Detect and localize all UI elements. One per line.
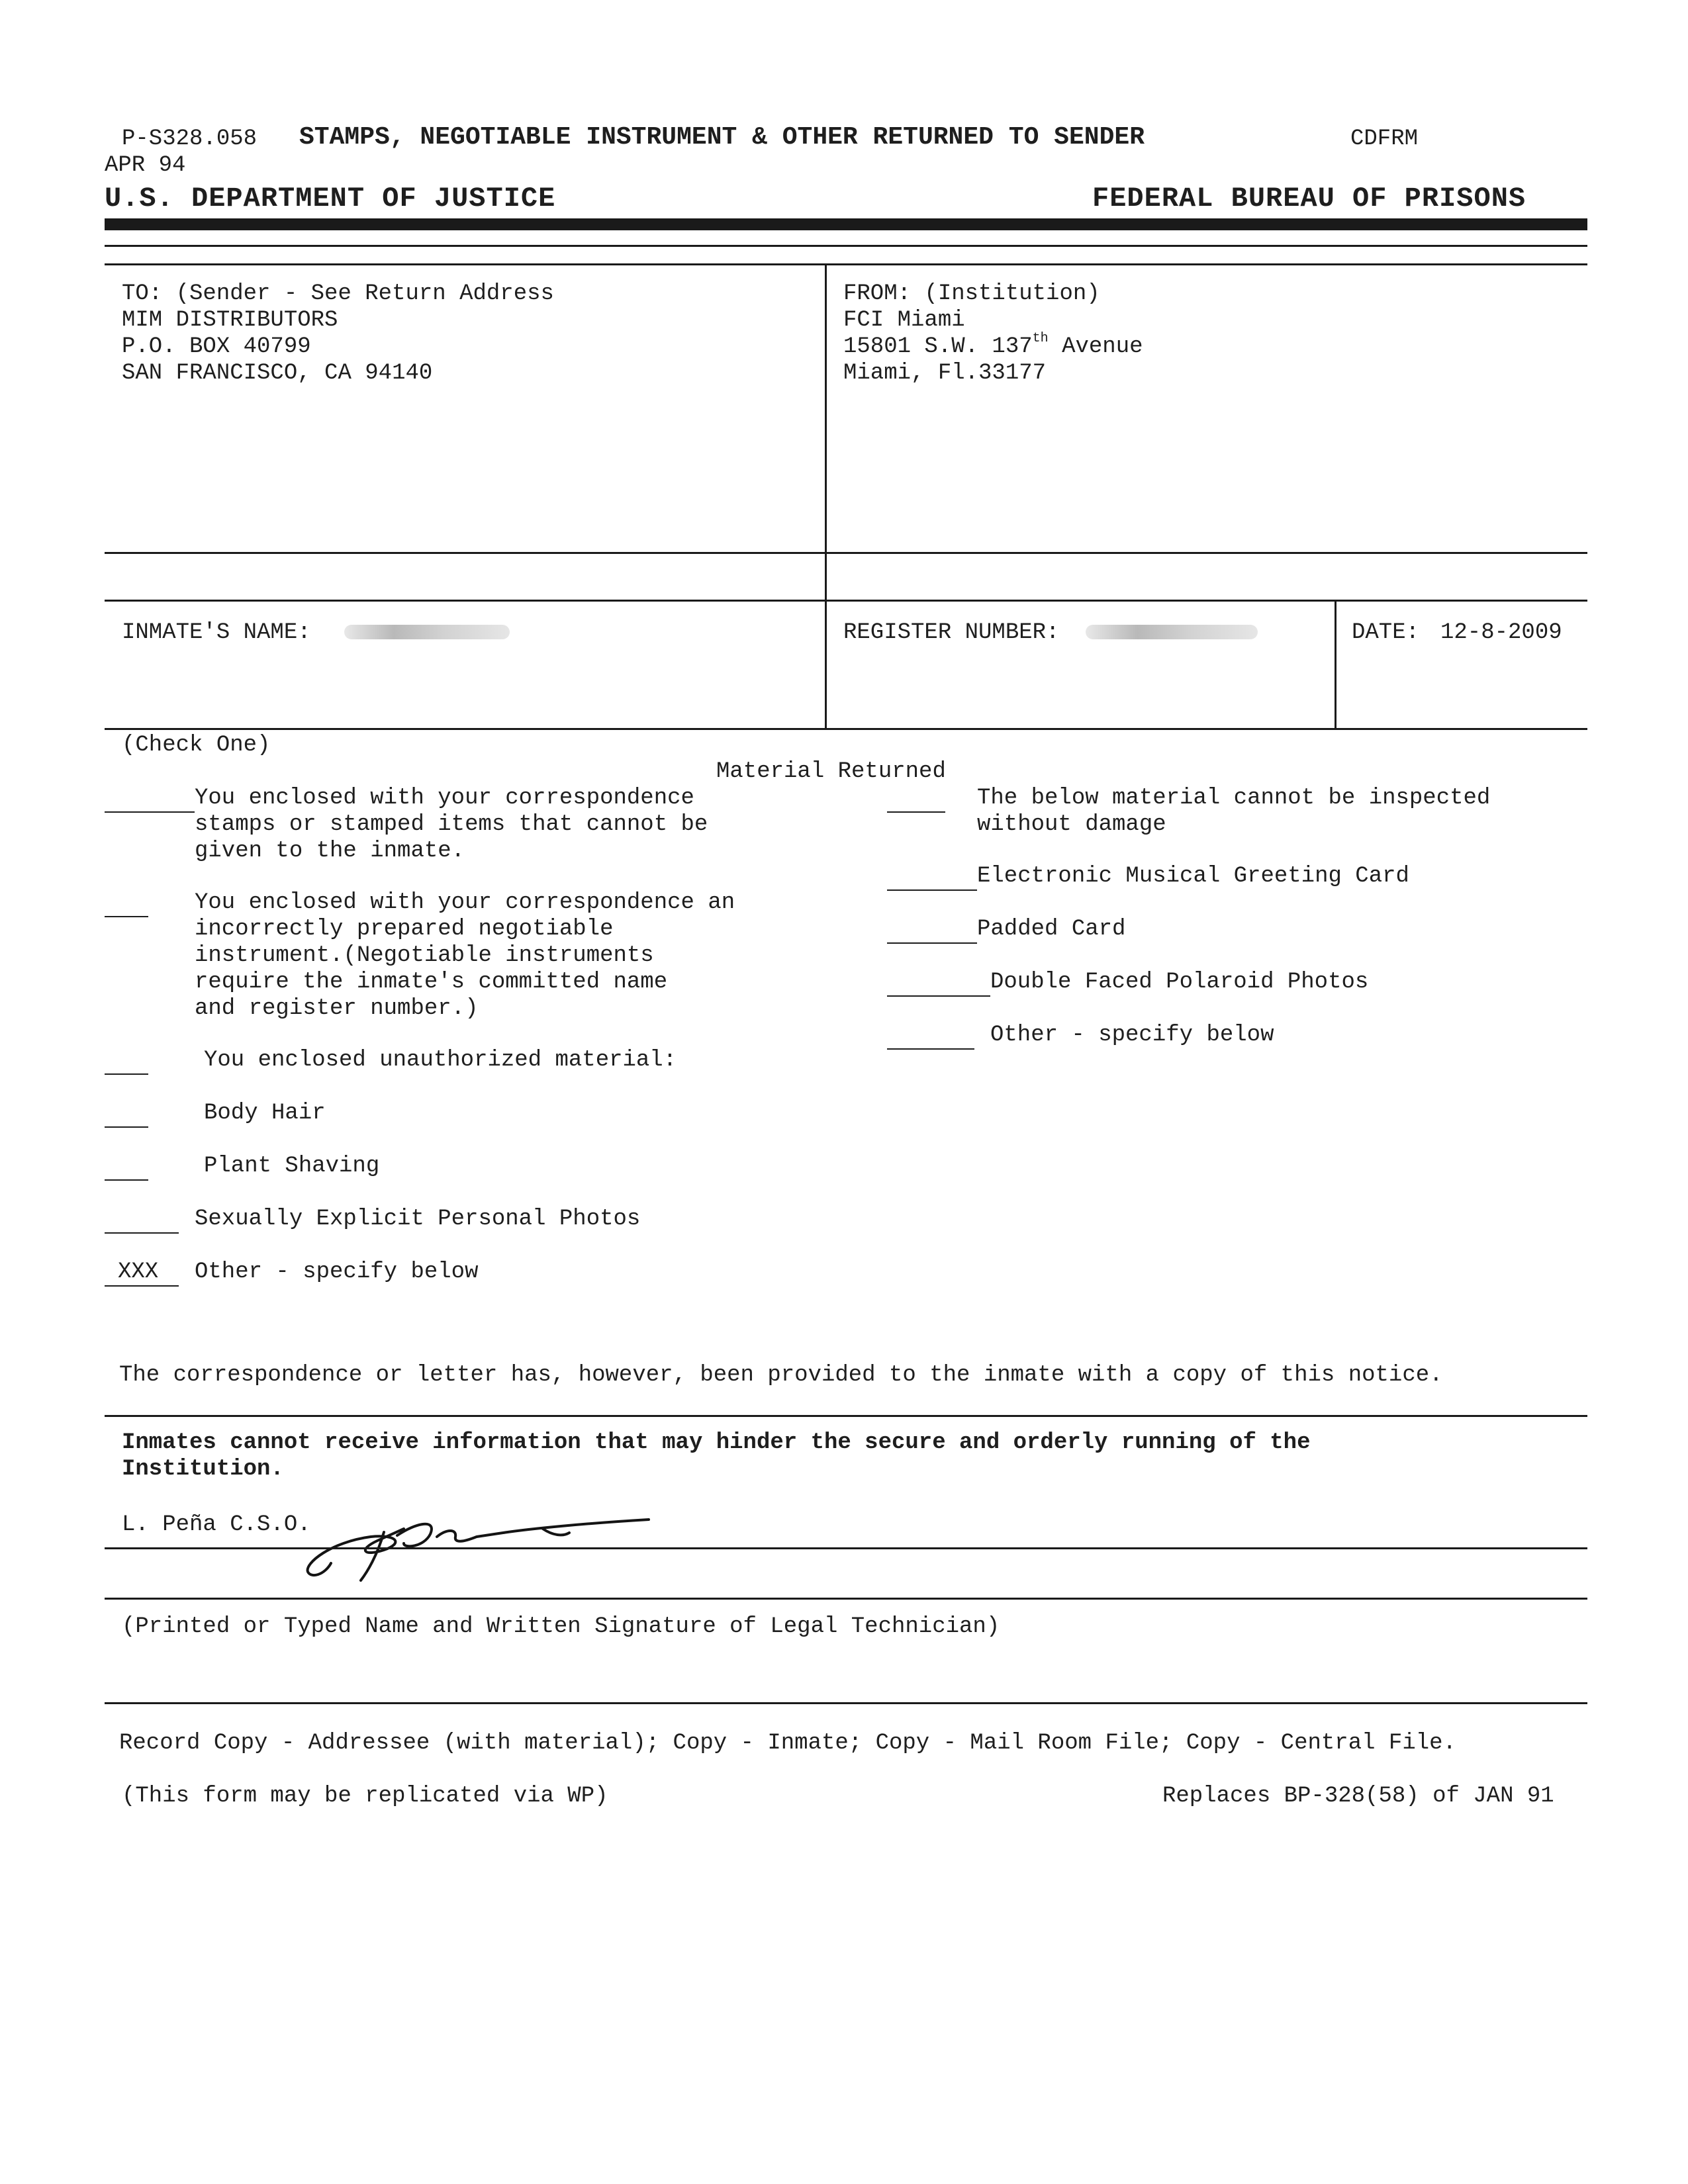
- checkbox-plant-shaving[interactable]: [105, 1160, 148, 1181]
- signature-caption: (Printed or Typed Name and Written Signature of Legal Technician): [122, 1614, 1000, 1639]
- checkbox-other-right[interactable]: [887, 1028, 974, 1050]
- option-text: Body Hair: [204, 1101, 326, 1126]
- to-line: P.O. BOX 40799: [122, 334, 311, 359]
- option-text: given to the inmate.: [195, 839, 465, 864]
- rule: [105, 1598, 1587, 1600]
- check-one-label: (Check One): [122, 733, 271, 758]
- from-street: 15801 S.W. 137: [843, 334, 1033, 359]
- from-line: FCI Miami: [843, 308, 965, 333]
- to-line: SAN FRANCISCO, CA 94140: [122, 361, 433, 386]
- warning-text: Inmates cannot receive information that may hinder the secure and orderly running of the: [122, 1430, 1311, 1455]
- rule: [105, 1547, 1587, 1549]
- checkbox-cannot-inspect[interactable]: [887, 792, 945, 813]
- bureau-name: FEDERAL BUREAU OF PRISONS: [1092, 183, 1526, 214]
- option-text: The below material cannot be inspected: [977, 786, 1491, 811]
- material-returned-heading: Material Returned: [716, 759, 946, 784]
- checkbox-stamps[interactable]: [105, 792, 195, 813]
- option-text: Electronic Musical Greeting Card: [977, 864, 1409, 889]
- checkbox-musical-card[interactable]: [887, 870, 977, 891]
- option-text: instrument.(Negotiable instruments: [195, 943, 654, 968]
- option-text: require the inmate's committed name: [195, 970, 668, 995]
- option-text: Double Faced Polaroid Photos: [990, 970, 1369, 995]
- from-line: [843, 331, 1143, 360]
- option-text: and register number.): [195, 996, 479, 1021]
- checkbox-body-hair[interactable]: [105, 1107, 148, 1128]
- from-line: Miami, Fl.33177: [843, 361, 1047, 386]
- rule: [105, 1415, 1587, 1417]
- option-text: without damage: [977, 812, 1166, 837]
- register-number-label: REGISTER NUMBER:: [843, 620, 1060, 645]
- handwritten-signature: [305, 1502, 662, 1588]
- option-text: Plant Shaving: [204, 1154, 380, 1179]
- option-text: Padded Card: [977, 917, 1126, 942]
- vertical-divider: [825, 263, 827, 728]
- option-text: Other - specify below: [195, 1259, 479, 1285]
- rule: [105, 600, 1587, 602]
- signer-name: L. Peña C.S.O.: [122, 1512, 311, 1537]
- notice-text: The correspondence or letter has, however, been provided to the inmate with a copy of this notice.: [119, 1363, 1443, 1388]
- warning-text: Institution.: [122, 1457, 284, 1482]
- checkbox-explicit-photos[interactable]: [105, 1212, 179, 1234]
- replication-note: (This form may be replicated via WP): [122, 1784, 608, 1809]
- form-code: CDFRM: [1350, 126, 1419, 152]
- option-text: Other - specify below: [990, 1023, 1274, 1048]
- header-thick-rule: [105, 218, 1587, 230]
- option-text: Sexually Explicit Personal Photos: [195, 1206, 641, 1232]
- form-number: P-S328.058: [122, 126, 258, 152]
- checkbox-unauthorized-material[interactable]: [105, 1054, 148, 1075]
- replaces-note: Replaces BP-328(58) of JAN 91: [1162, 1784, 1554, 1809]
- form-date: APR 94: [105, 153, 186, 178]
- redacted-register-number: [1086, 625, 1258, 639]
- date-label: DATE:: [1352, 620, 1420, 645]
- checkbox-negotiable-instrument[interactable]: [105, 896, 148, 917]
- to-line: MIM DISTRIBUTORS: [122, 308, 338, 333]
- rule: [105, 728, 1587, 730]
- option-text: You enclosed with your correspondence: [195, 786, 694, 811]
- option-text: You enclosed unauthorized material:: [204, 1048, 677, 1073]
- rule: [105, 1702, 1587, 1704]
- ordinal-suffix: th: [1032, 331, 1049, 346]
- to-label: TO: (Sender - See Return Address: [122, 281, 554, 306]
- rule: [105, 552, 1587, 554]
- redacted-inmate-name: [344, 625, 510, 639]
- option-text: You enclosed with your correspondence an: [195, 890, 735, 915]
- checkbox-polaroid-photos[interactable]: [887, 976, 990, 997]
- option-text: incorrectly prepared negotiable: [195, 917, 614, 942]
- distribution-text: Record Copy - Addressee (with material); Copy - Inmate; Copy - Mail Room File; Copy - Central File.: [119, 1731, 1456, 1756]
- from-label: FROM: (Institution): [843, 281, 1100, 306]
- inmate-name-label: INMATE'S NAME:: [122, 620, 311, 645]
- checkbox-mark: XXX: [118, 1259, 159, 1285]
- from-street-suffix: Avenue: [1048, 334, 1143, 359]
- rule: [105, 263, 1587, 265]
- date-value: 12-8-2009: [1440, 620, 1562, 645]
- option-text: stamps or stamped items that cannot be: [195, 812, 708, 837]
- form-title: STAMPS, NEGOTIABLE INSTRUMENT & OTHER RETURNED TO SENDER: [299, 123, 1145, 152]
- rule: [105, 245, 1587, 247]
- department-name: U.S. DEPARTMENT OF JUSTICE: [105, 183, 556, 214]
- checkbox-padded-card[interactable]: [887, 923, 977, 944]
- vertical-divider: [1335, 600, 1336, 728]
